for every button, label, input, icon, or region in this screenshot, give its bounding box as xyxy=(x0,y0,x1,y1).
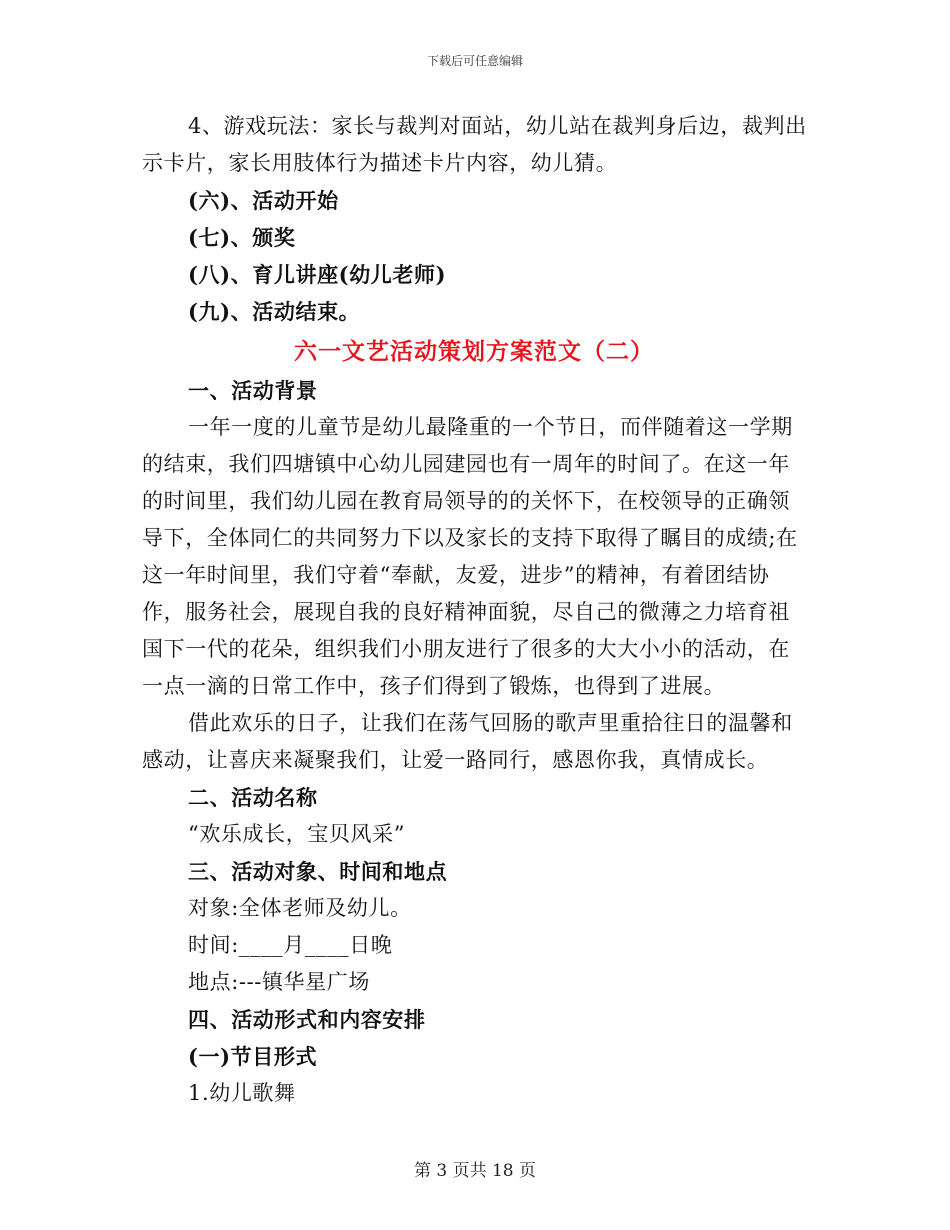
step-parenting-lecture: (八)、育儿讲座(幼儿老师) xyxy=(188,262,447,287)
page-header: 下载后可任意编辑 xyxy=(426,54,523,68)
paragraph-line: 国下一代的花朵，组织我们小朋友进行了很多的大大小小的活动，在 xyxy=(142,637,790,661)
document-body xyxy=(142,108,806,1112)
activity-name: “欢乐成长，宝贝风采” xyxy=(188,822,406,846)
activity-place: 地点:---镇华星广场 xyxy=(188,970,370,994)
paragraph-line: 作，服务社会，展现自我的良好精神面貌，尽自己的微薄之力培育祖 xyxy=(142,600,790,624)
background-paragraph-2 xyxy=(142,705,806,779)
activity-target: 对象:全体老师及幼儿。 xyxy=(188,896,412,920)
game-rule-line-2: 示卡片，家长用肢体行为描述卡片内容，幼儿猜。 xyxy=(142,151,618,175)
activity-time: 时间:____月____日晚 xyxy=(188,933,393,957)
section-heading-form-content: 四、活动形式和内容安排 xyxy=(188,1007,426,1032)
paragraph-line: 这一年时间里，我们守着“奉献，友爱，进步”的精神，有着团结协 xyxy=(142,563,770,587)
paragraph-line: 的时间里，我们幼儿园在教育局领导的的关怀下，在校领导的正确领 xyxy=(142,489,790,513)
section-heading-target-time-place: 三、活动对象、时间和地点 xyxy=(188,859,448,884)
step-activity-start: (六)、活动开始 xyxy=(188,188,339,213)
step-activity-end: (九)、活动结束。 xyxy=(188,299,361,324)
paragraph-line: 借此欢乐的日子，让我们在荡气回肠的歌声里重拾往日的温馨和 xyxy=(188,711,793,735)
background-paragraph-1 xyxy=(142,409,806,705)
paragraph-line: 导下，全体同仁的共同努力下以及家长的支持下取得了瞩目的成绩;在 xyxy=(142,526,798,550)
page-footer: 第 3 页共 18 页 xyxy=(413,1161,537,1181)
section-heading-background: 一、活动背景 xyxy=(188,378,318,403)
section-heading-activity-name: 二、活动名称 xyxy=(188,785,318,810)
document-title: 六一文艺活动策划方案范文（二） xyxy=(294,338,654,365)
paragraph-line: 一年一度的儿童节是幼儿最隆重的一个节日，而伴随着这一学期 xyxy=(188,415,793,439)
step-award: (七)、颁奖 xyxy=(188,225,296,250)
paragraph-line: 的结束，我们四塘镇中心幼儿园建园也有一周年的时间了。在这一年 xyxy=(142,452,790,476)
game-rule-line-1: 4、游戏玩法：家长与裁判对面站，幼儿站在裁判身后边，裁判出 xyxy=(188,114,807,138)
subsection-program-form: (一)节目形式 xyxy=(188,1044,318,1069)
paragraph-line: 感动，让喜庆来凝聚我们，让爱一路同行，感恩你我，真情成长。 xyxy=(142,748,769,772)
paragraph-line: 一点一滴的日常工作中，孩子们得到了锻炼，也得到了进展。 xyxy=(142,674,726,698)
program-item-1: 1.幼儿歌舞 xyxy=(188,1081,296,1105)
